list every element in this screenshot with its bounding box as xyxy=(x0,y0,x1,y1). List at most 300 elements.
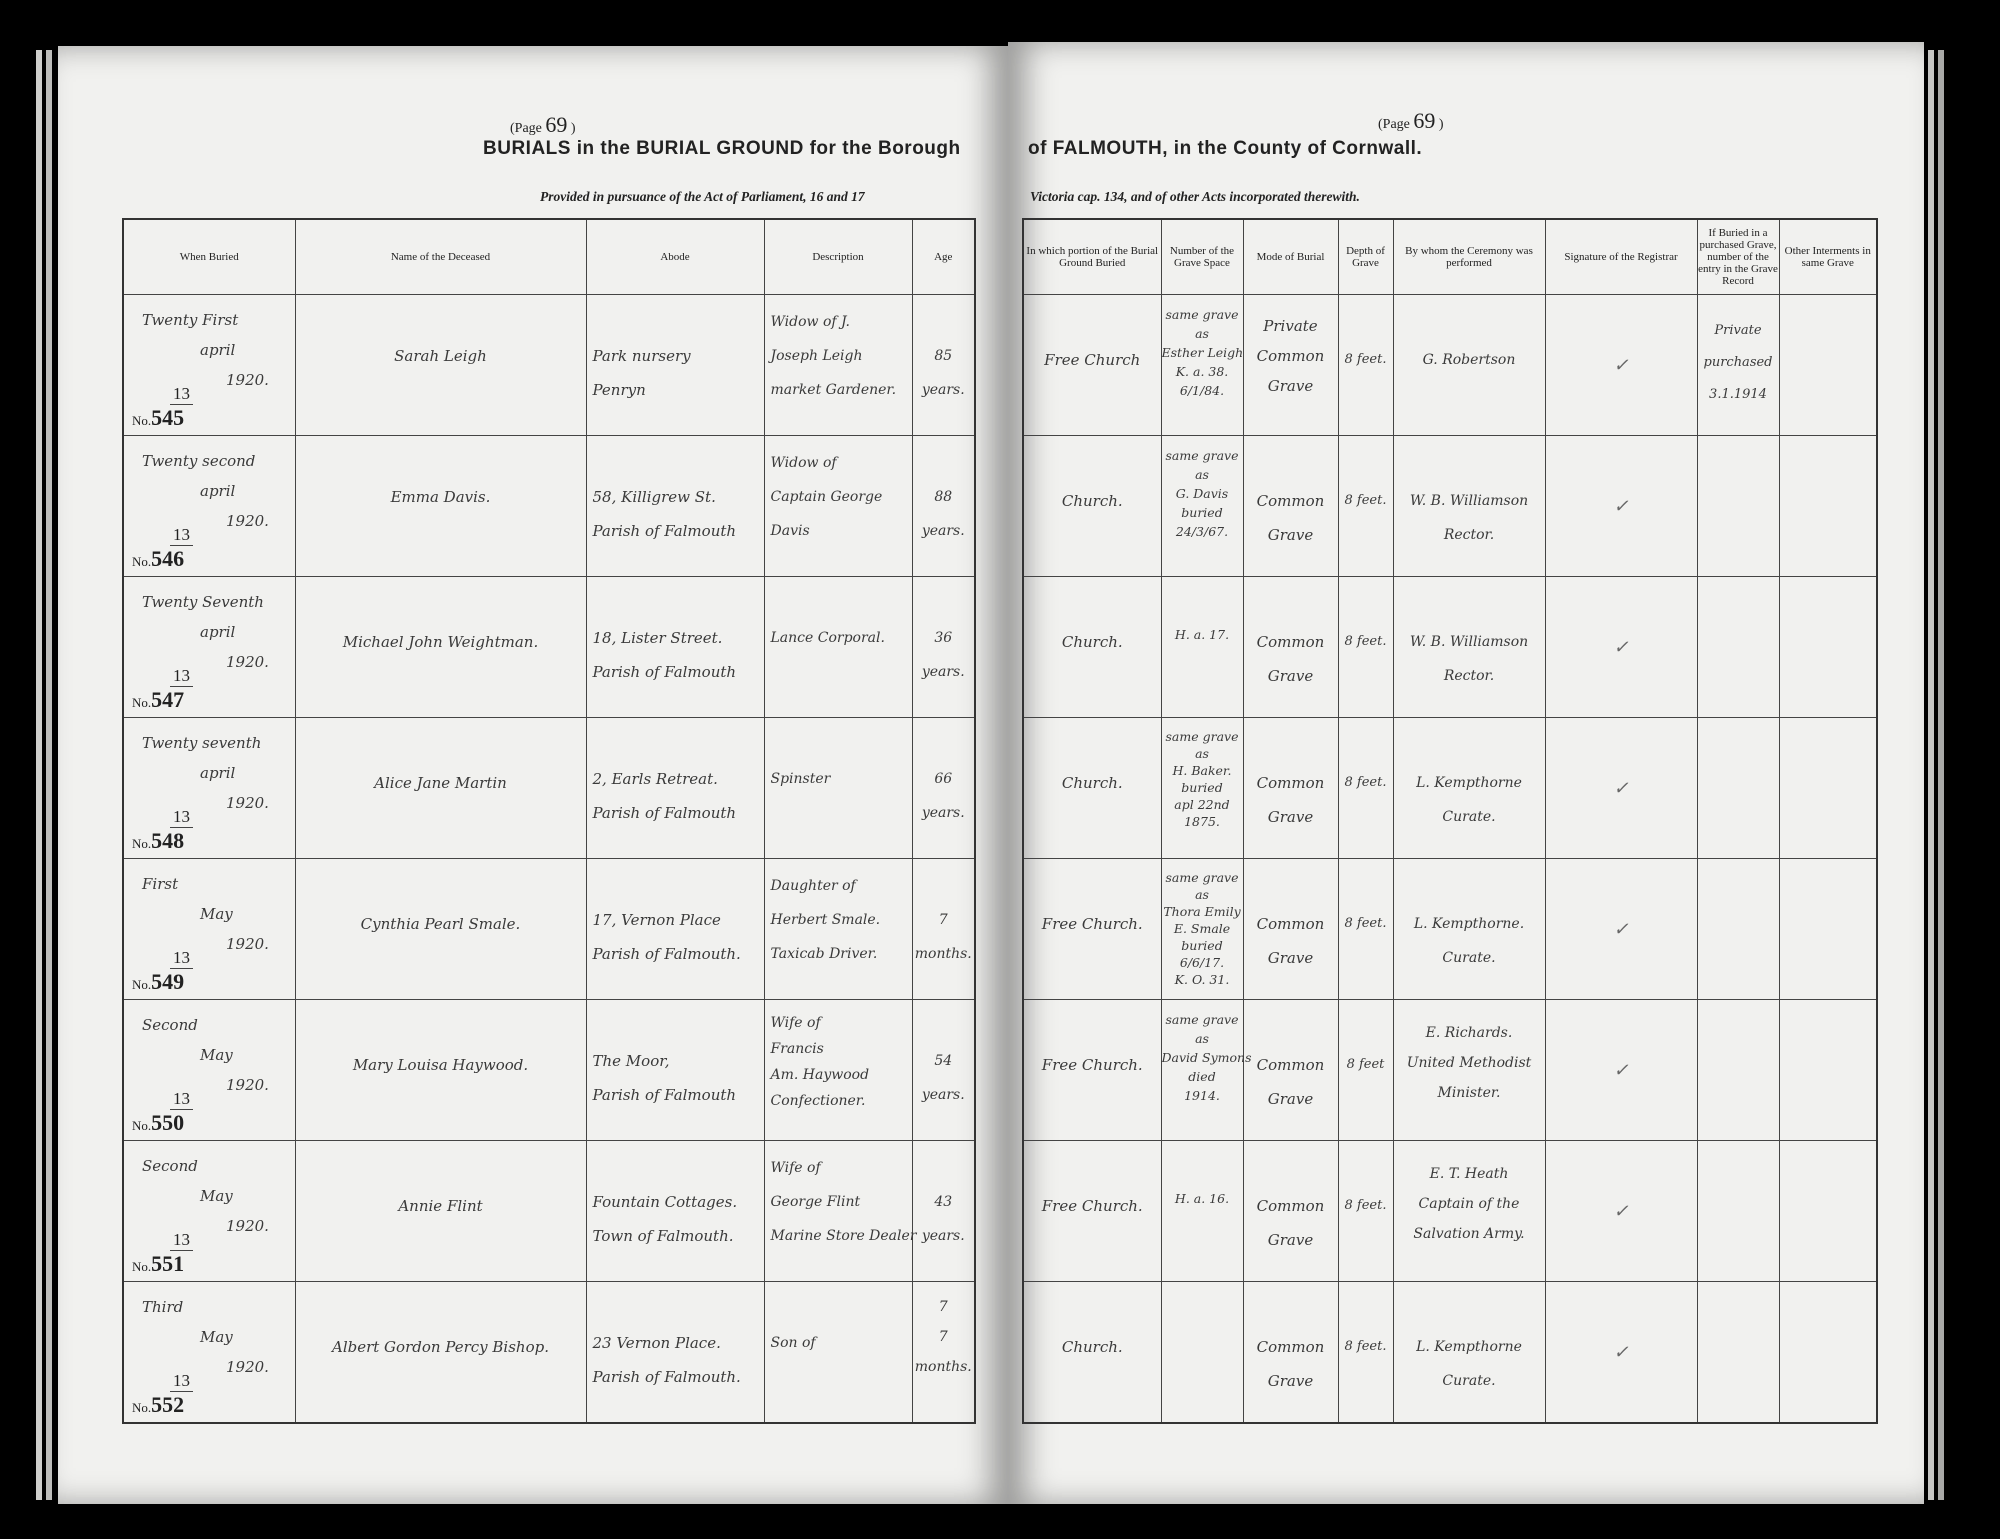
ceremony-by xyxy=(1394,859,1545,975)
age-line: 88 xyxy=(934,489,953,505)
name-cell xyxy=(295,436,586,577)
grave-space-line: same grave xyxy=(1165,870,1239,885)
age-line: 66 xyxy=(934,771,953,787)
age-cell xyxy=(912,295,975,436)
entry-number-value: 548 xyxy=(151,828,185,853)
mode-line: Grave xyxy=(1267,1372,1314,1390)
mode-cell xyxy=(1243,1282,1338,1424)
ceremony-line: L. Kempthorne. xyxy=(1413,916,1525,932)
ceremony-by xyxy=(1394,295,1545,377)
day-number: 13 xyxy=(170,807,193,828)
ceremony-line: United Methodist xyxy=(1406,1055,1532,1071)
grave-space xyxy=(1162,295,1243,400)
mode-line: Grave xyxy=(1267,526,1314,544)
description-line: Wife of xyxy=(770,1160,821,1176)
column-header: Description xyxy=(764,219,912,295)
grave-space-line: K. O. 31. xyxy=(1174,972,1230,987)
entry-row-right xyxy=(1023,859,1877,1000)
mode-line: Common xyxy=(1256,633,1325,651)
grave-space xyxy=(1162,577,1243,644)
description-line: Spinster xyxy=(770,771,831,787)
registrar-cell xyxy=(1545,1282,1697,1424)
ceremony-line: W. B. Williamson xyxy=(1409,634,1529,650)
page-number: 69 xyxy=(1413,108,1436,133)
when-line: 1920. xyxy=(226,1358,269,1376)
age-line: 36 xyxy=(934,630,953,646)
day-number: 13 xyxy=(170,666,193,687)
ceremony-by xyxy=(1394,1000,1545,1108)
burial-portion: Church. xyxy=(1061,774,1123,792)
mode-cell xyxy=(1243,436,1338,577)
grave-space-line: as xyxy=(1195,467,1209,482)
description-line: Am. Haywood xyxy=(770,1067,870,1083)
age xyxy=(913,295,975,407)
portion-cell xyxy=(1023,718,1161,859)
left-register-table xyxy=(122,218,976,1424)
column-header: Number of the Grave Space xyxy=(1161,219,1243,295)
registrar-signature: ✓ xyxy=(1613,1060,1629,1081)
mode-line: Common xyxy=(1256,492,1325,510)
ceremony-cell xyxy=(1393,577,1545,718)
mode-line: Grave xyxy=(1267,808,1314,826)
description-line: market Gardener. xyxy=(770,382,897,398)
abode-line: Parish of Falmouth xyxy=(592,804,737,822)
book-edge-left-2 xyxy=(46,50,52,1500)
when-line: april xyxy=(200,482,236,500)
description-line: Widow of J. xyxy=(770,314,850,330)
age-cell xyxy=(912,577,975,718)
column-header: By whom the Ceremony was performed xyxy=(1393,219,1545,295)
mode-line: Common xyxy=(1256,915,1325,933)
entry-number xyxy=(132,969,184,995)
ceremony-by xyxy=(1394,1282,1545,1398)
abode-line: Penryn xyxy=(592,381,646,399)
when-line: Second xyxy=(142,1016,198,1034)
ceremony-cell xyxy=(1393,1141,1545,1282)
age-line: years. xyxy=(921,1087,965,1103)
description-line: Francis xyxy=(770,1041,824,1057)
mode-line: Common xyxy=(1256,1056,1325,1074)
age-cell xyxy=(912,1282,975,1424)
deceased-name: Alice Jane Martin xyxy=(374,774,507,792)
ceremony-cell xyxy=(1393,295,1545,436)
description-line: Confectioner. xyxy=(770,1093,866,1109)
right-page xyxy=(1008,42,1924,1504)
deceased-name: Annie Flint xyxy=(398,1197,483,1215)
registrar-cell xyxy=(1545,436,1697,577)
entry-row xyxy=(123,1141,975,1282)
grave-space-cell xyxy=(1161,718,1243,859)
entry-number-value: 550 xyxy=(151,1110,185,1135)
when-line: May xyxy=(200,905,233,923)
description-line: Daughter of xyxy=(770,878,856,894)
registrar-cell xyxy=(1545,859,1697,1000)
entry-number xyxy=(132,1110,184,1136)
burial-portion: Free Church. xyxy=(1041,1056,1143,1074)
description xyxy=(765,718,912,796)
left-page xyxy=(58,46,1008,1504)
book-edge-right-2 xyxy=(1938,50,1944,1500)
registrar-signature: ✓ xyxy=(1613,1342,1629,1363)
left-subtitle: Provided in pursuance of the Act of Parliament, 16 and 17 xyxy=(540,189,865,204)
purchased-grave xyxy=(1698,1282,1779,1302)
burial-portion: Church. xyxy=(1061,492,1123,510)
ceremony-line: G. Robertson xyxy=(1422,352,1516,368)
mode-line: Grave xyxy=(1267,1231,1314,1249)
when-line: Twenty Seventh xyxy=(142,593,264,611)
book-edge-left xyxy=(36,50,42,1500)
ceremony-by xyxy=(1394,1141,1545,1249)
when-line: april xyxy=(200,764,236,782)
entry-number xyxy=(132,1392,184,1418)
abode-line: Fountain Cottages. xyxy=(592,1193,738,1211)
when-buried xyxy=(124,859,295,959)
ceremony-cell xyxy=(1393,718,1545,859)
age-line: months. xyxy=(914,946,972,962)
grave-depth: 8 feet xyxy=(1346,1057,1385,1072)
burial-portion: Free Church xyxy=(1044,351,1141,369)
abode-cell xyxy=(586,577,764,718)
mode-line: Private xyxy=(1263,317,1318,335)
age-line: 7 xyxy=(938,1329,948,1345)
deceased-name: Cynthia Pearl Smale. xyxy=(360,915,521,933)
ceremony-cell xyxy=(1393,436,1545,577)
mode-line: Common xyxy=(1256,347,1325,365)
description-line: Widow of xyxy=(770,455,837,471)
age xyxy=(913,718,975,830)
other-interments-cell xyxy=(1779,577,1877,718)
entry-number-label: No. xyxy=(132,836,152,851)
grave-space-line: as xyxy=(1195,326,1209,341)
grave-space xyxy=(1161,1000,1252,1105)
entry-row xyxy=(123,1282,975,1424)
description xyxy=(765,577,912,655)
mode-line: Grave xyxy=(1267,1090,1314,1108)
age-line: years. xyxy=(921,1228,965,1244)
purchased-grave xyxy=(1698,718,1779,738)
description xyxy=(765,1141,917,1253)
purchased-grave xyxy=(1698,859,1779,879)
when-buried-cell xyxy=(123,577,295,718)
other-interments-cell xyxy=(1779,1141,1877,1282)
mode-line: Common xyxy=(1256,1338,1325,1356)
abode xyxy=(587,295,764,407)
entry-row xyxy=(123,1000,975,1141)
depth-cell xyxy=(1338,436,1393,577)
grave-space-line: same grave xyxy=(1165,729,1239,744)
purchased-grave xyxy=(1698,436,1779,456)
grave-space-cell xyxy=(1161,859,1243,1000)
burial-mode xyxy=(1244,436,1338,552)
age-line: years. xyxy=(921,805,965,821)
when-line: May xyxy=(200,1046,233,1064)
grave-space-line: same grave xyxy=(1165,448,1239,463)
column-header: Abode xyxy=(586,219,764,295)
name-cell xyxy=(295,1000,586,1141)
registrar-signature: ✓ xyxy=(1613,637,1629,658)
other-interments-cell xyxy=(1779,295,1877,436)
entry-row-right xyxy=(1023,1141,1877,1282)
ceremony-line: W. B. Williamson xyxy=(1409,493,1529,509)
age-cell xyxy=(912,718,975,859)
entry-number-value: 552 xyxy=(151,1392,185,1417)
day-number: 13 xyxy=(170,948,193,969)
grave-space-line: G. Davis xyxy=(1175,486,1229,501)
age-line: months. xyxy=(914,1359,972,1375)
grave-depth: 8 feet. xyxy=(1344,352,1387,367)
purchased-grave xyxy=(1698,295,1779,411)
entry-row xyxy=(123,718,975,859)
when-line: 1920. xyxy=(226,1217,269,1235)
registrar-cell xyxy=(1545,718,1697,859)
grave-space-line: 6/6/17. xyxy=(1179,955,1225,970)
description-line: Davis xyxy=(770,523,810,539)
depth-cell xyxy=(1338,859,1393,1000)
purchased-cell xyxy=(1697,1282,1779,1424)
description-line: George Flint xyxy=(770,1194,861,1210)
grave-space-line: E. Smale xyxy=(1173,921,1231,936)
mode-line: Grave xyxy=(1267,949,1314,967)
column-header: Depth of Grave xyxy=(1338,219,1393,295)
burial-portion: Free Church. xyxy=(1041,915,1143,933)
burial-mode xyxy=(1244,295,1338,401)
abode-line: 17, Vernon Place xyxy=(592,911,721,929)
burial-portion: Free Church. xyxy=(1041,1197,1143,1215)
entry-number-label: No. xyxy=(132,695,152,710)
purchased-line: 3.1.1914 xyxy=(1709,387,1767,402)
description-line: Marine Store Dealer xyxy=(770,1228,917,1244)
description xyxy=(765,1000,912,1114)
ceremony-line: Curate. xyxy=(1442,1373,1496,1389)
grave-space-line: H. a. 16. xyxy=(1174,1191,1230,1206)
grave-space-line: H. Baker. xyxy=(1172,763,1232,778)
purchased-line: purchased xyxy=(1703,355,1773,370)
grave-space-cell xyxy=(1161,295,1243,436)
name-cell xyxy=(295,577,586,718)
entry-row-right xyxy=(1023,577,1877,718)
purchased-cell xyxy=(1697,1141,1779,1282)
grave-space-line: buried xyxy=(1181,780,1223,795)
when-buried-cell xyxy=(123,1000,295,1141)
abode xyxy=(587,577,764,689)
description-cell xyxy=(764,718,912,859)
column-header: In which portion of the Burial Ground Buried xyxy=(1023,219,1161,295)
entry-number-label: No. xyxy=(132,554,152,569)
ceremony-line: Rector. xyxy=(1443,668,1495,684)
entry-number-label: No. xyxy=(132,413,152,428)
description xyxy=(765,1282,912,1360)
abode-cell xyxy=(586,295,764,436)
grave-space xyxy=(1162,1141,1243,1208)
age xyxy=(913,859,975,971)
page-close: ) xyxy=(570,121,576,136)
mode-cell xyxy=(1243,859,1338,1000)
age-line: 7 xyxy=(938,912,948,928)
when-line: Twenty seventh xyxy=(142,734,262,752)
mode-line: Grave xyxy=(1267,667,1314,685)
grave-space-line: as xyxy=(1195,887,1209,902)
entry-row-right xyxy=(1023,1000,1877,1141)
abode-line: Parish of Falmouth xyxy=(592,522,737,540)
deceased-name: Mary Louisa Haywood. xyxy=(352,1056,529,1074)
depth-cell xyxy=(1338,1282,1393,1424)
grave-space-line: apl 22nd xyxy=(1174,797,1230,812)
ceremony-cell xyxy=(1393,1282,1545,1424)
grave-space xyxy=(1162,436,1243,541)
page-label: (Page xyxy=(510,121,542,136)
abode-cell xyxy=(586,859,764,1000)
grave-space-line: 1914. xyxy=(1184,1088,1220,1103)
purchased-grave xyxy=(1698,577,1779,597)
entry-row xyxy=(123,436,975,577)
grave-space-line: buried xyxy=(1181,505,1223,520)
abode-line: 18, Lister Street. xyxy=(592,629,723,647)
entry-number xyxy=(132,405,184,431)
description-cell xyxy=(764,859,912,1000)
portion-cell xyxy=(1023,577,1161,718)
name-cell xyxy=(295,1141,586,1282)
ceremony-by xyxy=(1394,718,1545,834)
when-line: Twenty second xyxy=(142,452,256,470)
day-number: 13 xyxy=(170,1230,193,1251)
description-cell xyxy=(764,436,912,577)
grave-space xyxy=(1162,1282,1243,1330)
ceremony-line: E. T. Heath xyxy=(1429,1166,1509,1182)
entry-number-label: No. xyxy=(132,1400,152,1415)
ceremony-line: Rector. xyxy=(1443,527,1495,543)
depth-cell xyxy=(1338,295,1393,436)
column-header: Name of the Deceased xyxy=(295,219,586,295)
purchased-cell xyxy=(1697,436,1779,577)
registrar-cell xyxy=(1545,1141,1697,1282)
description xyxy=(765,436,912,548)
depth-cell xyxy=(1338,1000,1393,1141)
entry-number-value: 545 xyxy=(151,405,185,430)
name-cell xyxy=(295,718,586,859)
grave-space-cell xyxy=(1161,436,1243,577)
page-number: 69 xyxy=(545,112,568,137)
portion-cell xyxy=(1023,1141,1161,1282)
mode-cell xyxy=(1243,1000,1338,1141)
burial-portion: Church. xyxy=(1061,633,1123,651)
other-interments-cell xyxy=(1779,1282,1877,1424)
grave-space-cell xyxy=(1161,1000,1252,1141)
entry-row-right xyxy=(1023,436,1877,577)
grave-space-line: K. a. 38. xyxy=(1175,364,1229,379)
ceremony-line: Captain of the xyxy=(1418,1196,1520,1212)
when-line: May xyxy=(200,1328,233,1346)
grave-depth: 8 feet. xyxy=(1344,634,1387,649)
entry-number xyxy=(132,828,184,854)
when-buried xyxy=(124,718,295,818)
abode-cell xyxy=(586,718,764,859)
description-line: Joseph Leigh xyxy=(770,348,863,364)
mode-line: Common xyxy=(1256,1197,1325,1215)
age-line: years. xyxy=(921,523,965,539)
abode-cell xyxy=(586,1282,764,1424)
portion-cell xyxy=(1023,295,1161,436)
burial-mode xyxy=(1244,577,1338,693)
entry-row xyxy=(123,295,975,436)
right-subtitle: Victoria cap. 134, and of other Acts incorporated therewith. xyxy=(1030,189,1360,204)
portion-cell xyxy=(1023,1000,1161,1141)
grave-space-line: Esther Leigh xyxy=(1161,345,1244,360)
day-number: 13 xyxy=(170,1089,193,1110)
age-line: 85 xyxy=(934,348,953,364)
name-cell xyxy=(295,295,586,436)
grave-space-cell xyxy=(1161,577,1243,718)
other-interments-cell xyxy=(1779,859,1877,1000)
purchased-cell xyxy=(1697,295,1779,436)
ceremony-line: Salvation Army. xyxy=(1413,1226,1525,1242)
mode-line: Grave xyxy=(1267,377,1314,395)
ceremony-by xyxy=(1394,577,1545,693)
portion-cell xyxy=(1023,436,1161,577)
abode-line: Parish of Falmouth xyxy=(592,663,737,681)
grave-space-line: Thora Emily xyxy=(1163,904,1241,919)
deceased-name: Michael John Weightman. xyxy=(342,633,539,651)
registrar-signature: ✓ xyxy=(1613,355,1629,376)
grave-space-line: David Symons xyxy=(1161,1050,1252,1065)
mode-line: Common xyxy=(1256,774,1325,792)
column-header: Age xyxy=(912,219,975,295)
when-line: First xyxy=(142,875,179,893)
depth-cell xyxy=(1338,718,1393,859)
entry-row xyxy=(123,577,975,718)
when-buried-cell xyxy=(123,718,295,859)
entry-row-right xyxy=(1023,718,1877,859)
entry-number-value: 547 xyxy=(151,687,185,712)
entry-number xyxy=(132,1251,184,1277)
when-line: 1920. xyxy=(226,512,269,530)
abode xyxy=(587,1141,764,1253)
entry-number-label: No. xyxy=(132,1118,152,1133)
abode-line: The Moor, xyxy=(592,1052,670,1070)
description-line: Lance Corporal. xyxy=(770,630,885,646)
abode-line: 58, Killigrew St. xyxy=(592,488,716,506)
ceremony-line: E. Richards. xyxy=(1425,1025,1513,1041)
when-line: Twenty First xyxy=(142,311,239,329)
grave-space-cell xyxy=(1161,1141,1243,1282)
ceremony-line: Curate. xyxy=(1442,809,1496,825)
description-cell xyxy=(764,1282,912,1424)
description-line: Wife of xyxy=(770,1015,821,1031)
grave-space-line: died xyxy=(1188,1069,1216,1084)
burial-mode xyxy=(1244,1000,1338,1116)
abode xyxy=(587,1282,764,1394)
right-title: of FALMOUTH, in the County of Cornwall. xyxy=(1028,138,1423,159)
grave-space-line: same grave xyxy=(1165,1012,1239,1027)
description-cell xyxy=(764,1141,917,1282)
entry-number-value: 551 xyxy=(151,1251,185,1276)
column-header: Other Interments in same Grave xyxy=(1779,219,1877,295)
deceased-name: Albert Gordon Percy Bishop. xyxy=(331,1338,549,1356)
ceremony-cell xyxy=(1393,1000,1545,1141)
entry-row xyxy=(123,859,975,1000)
registrar-signature: ✓ xyxy=(1613,496,1629,517)
entry-row-right xyxy=(1023,295,1877,436)
column-header: Mode of Burial xyxy=(1243,219,1338,295)
when-buried xyxy=(124,577,295,677)
when-buried xyxy=(124,1282,295,1382)
abode-line: 2, Earls Retreat. xyxy=(592,770,718,788)
age-cell xyxy=(912,436,975,577)
when-line: May xyxy=(200,1187,233,1205)
when-line: Third xyxy=(142,1298,184,1316)
description xyxy=(765,859,912,971)
entry-number-label: No. xyxy=(132,977,152,992)
when-buried-cell xyxy=(123,1282,295,1424)
